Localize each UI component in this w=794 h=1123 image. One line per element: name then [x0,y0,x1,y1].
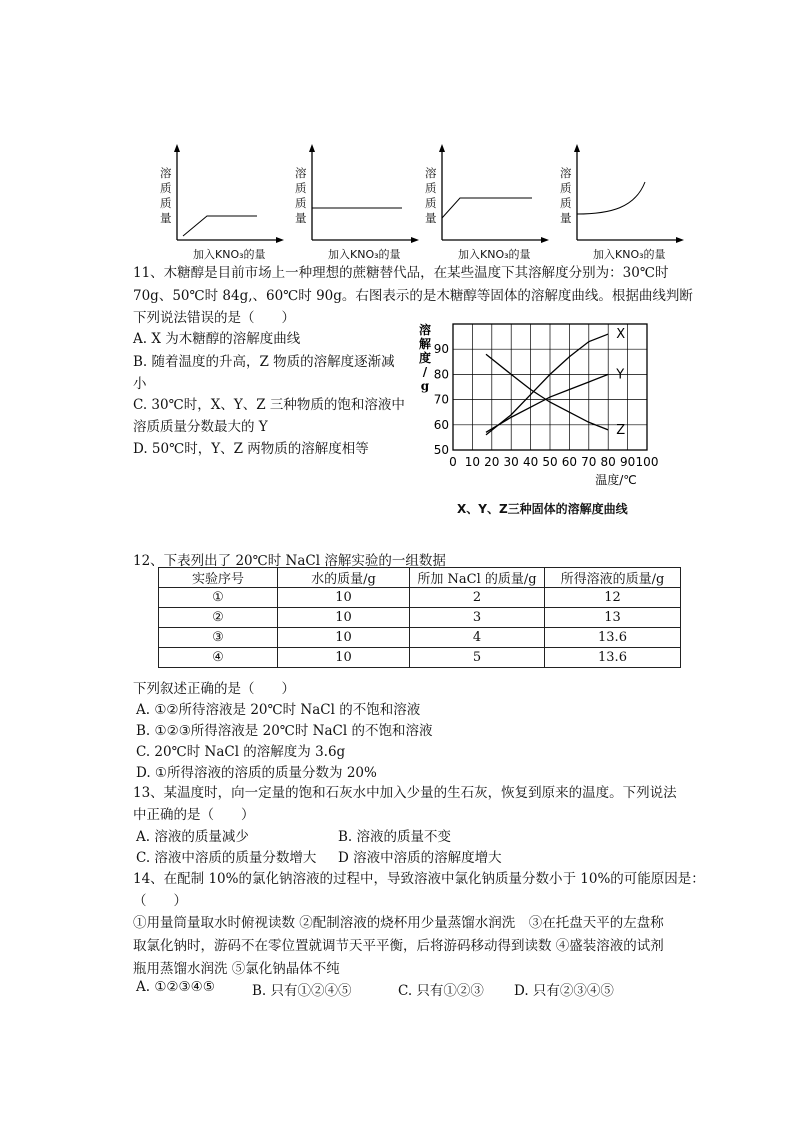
nacl-table [158,567,681,668]
mini-chart-2-xlabel: 加入KNO₃的量 [328,248,401,261]
mini-chart-1 [155,140,285,261]
x-tick-label: 70 [581,455,597,469]
x-tick-label: 40 [522,455,539,469]
mini-chart-1-ylabel: 溶 质 质 量 [160,166,172,225]
table-header: 所加 NaCl 的质量/g [410,568,545,588]
q11-opt-d: D. 50℃时，Y、Z 两物质的溶解度相等 [133,441,369,457]
y-tick-label: 90 [433,342,449,357]
table-cell: 10 [278,588,410,608]
series-label-x: X [616,327,626,343]
y-axis-label-char: 度 [418,351,432,365]
q13-line1: 13、某温度时，向一定量的饱和石灰水中加入少量的生石灰，恢复到原来的温度。下列说法 [133,785,677,801]
table-cell: 10 [278,648,410,668]
table-cell: 13.6 [545,628,681,648]
q12-intro: 12、下表列出了 20℃时 NaCl 溶解实验的一组数据 [133,553,446,569]
table-cell: 10 [278,608,410,628]
table-row [159,628,681,648]
q12-opt-d: D. ①所得溶液的溶质的质量分数为 20% [136,765,377,781]
table-cell: 10 [278,628,410,648]
table-cell: ④ [159,648,278,668]
q13-opt-a: A. 溶液的质量减少 [136,829,249,845]
x-tick-label: 60 [561,455,578,469]
x-axis-label: 温度/℃ [595,473,637,487]
table-header-row [159,568,681,588]
q11-opt-a: A. X 为木糖醇的溶解度曲线 [133,331,301,347]
q13-opt-b: B. 溶液的质量不变 [338,829,452,845]
x-tick-label: 10 [464,455,481,469]
q11-line2: 70g、50℃时 84g,、60℃时 90g。右图表示的是木糖醇等固体的溶解度曲线。根据曲线判断 [133,288,693,304]
mini-chart-2 [290,140,420,261]
table-cell: ① [159,588,278,608]
table-cell: ② [159,608,278,628]
table-cell: 2 [410,588,545,608]
q12-opt-b: B. ①②③所得溶液是 20℃时 NaCl 的不饱和溶液 [136,723,433,739]
q13-opt-c: C. 溶液中溶质的质量分数增大 [136,850,317,866]
mini-chart-4 [555,140,685,261]
q11-opt-c2: 溶质质量分数最大的 Y [133,419,268,435]
mini-chart-3 [420,140,550,261]
x-tick-label: 100 [635,455,659,469]
q13-opt-d: D 溶液中溶质的溶解度增大 [338,850,502,866]
y-tick-label: 60 [433,417,449,432]
q12-opt-a: A. ①②所待溶液是 20℃时 NaCl 的不饱和溶液 [136,702,421,718]
table-header: 实验序号 [159,568,278,588]
q11-line1: 11、木糖醇是目前市场上一种理想的蔗糖替代品，在某些温度下其溶解度分别为：30℃时 [133,265,669,281]
series-label-y: Y [616,367,625,383]
q11-opt-c1: C. 30℃时，X、Y、Z 三种物质的饱和溶液中 [133,397,405,413]
x-tick-label: 0 [449,455,457,469]
q12-question: 下列叙述正确的是（ ） [133,681,295,697]
mini-chart-3-xlabel: 加入KNO₃的量 [458,248,531,261]
q14-line5: 瓶用蒸馏水润洗 ⑤氯化钠晶体不纯 [133,961,340,977]
q14-line4: 取氯化钠时，游码不在零位置就调节天平平衡，后将游码移动得到读数 ④盛装溶液的试剂 [133,938,664,954]
table-row [159,648,681,668]
y-axis-label-char: / [422,365,428,379]
solubility-chart [415,318,685,518]
series-label-z: Z [616,422,626,438]
mini-chart-2-ylabel: 溶 质 质 量 [295,166,307,225]
q11-opt-b2: 小 [133,376,147,392]
q14-opt-c: C. 只有①②③ [398,983,484,999]
q14-opt-a: A. ①②③④⑤ [136,979,215,995]
table-cell: 12 [545,588,681,608]
table-row [159,608,681,628]
y-tick-label: 50 [433,443,449,457]
q14-opt-b: B. 只有①②④⑤ [252,983,352,999]
mini-chart-1-xlabel: 加入KNO₃的量 [193,248,266,261]
mini-chart-3-curve [442,198,532,218]
mini-chart-3-ylabel: 溶 质 质 量 [425,166,437,225]
q13-line2: 中正确的是（ ） [133,807,255,823]
series-line-y [486,374,608,432]
mini-chart-4-xlabel: 加入KNO₃的量 [593,248,666,261]
x-tick-label: 90 [619,455,636,469]
mini-chart-1-curve [183,216,257,236]
table-cell: 13.6 [545,648,681,668]
x-tick-label: 50 [542,455,558,469]
mini-chart-4-ylabel: 溶 质 质 量 [560,166,572,225]
q14-line1: 14、在配制 10%的氯化钠溶液的过程中，导致溶液中氯化钠质量分数小于 10%的可能原因是： [133,871,705,887]
solubility-chart-title: X、Y、Z三种固体的溶解度曲线 [457,502,628,516]
x-tick-label: 30 [503,455,519,469]
y-tick-label: 80 [433,367,449,382]
q11-opt-b1: B. 随着温度的升高，Z 物质的溶解度逐渐减 [133,354,395,370]
q14-opt-d: D. 只有②③④⑤ [514,983,614,999]
table-cell: 5 [410,648,545,668]
table-header: 所得溶液的质量/g [545,568,681,588]
y-axis-label-char: g [420,379,430,393]
table-cell: 4 [410,628,545,648]
x-tick-label: 20 [484,455,500,469]
series-line-z [486,354,608,430]
q11-line3: 下列说法错误的是（ ） [133,310,295,326]
y-tick-label: 70 [433,392,449,407]
table-header: 水的质量/g [278,568,410,588]
q14-line3: ①用量筒量取水时俯视读数 ②配制溶液的烧杯用少量蒸馏水润洗 ③在托盘天平的左盘称 [133,915,664,931]
mini-chart-4-curve [577,182,645,214]
y-axis-label-char: 溶 [418,323,432,337]
q14-line2: （ ） [133,893,187,909]
table-cell: ③ [159,628,278,648]
y-axis-label-char: 解 [418,337,432,351]
q12-opt-c: C. 20℃时 NaCl 的溶解度为 3.6g [136,744,346,760]
table-row [159,588,681,608]
table-cell: 13 [545,608,681,628]
x-tick-label: 80 [600,455,616,469]
table-cell: 3 [410,608,545,628]
